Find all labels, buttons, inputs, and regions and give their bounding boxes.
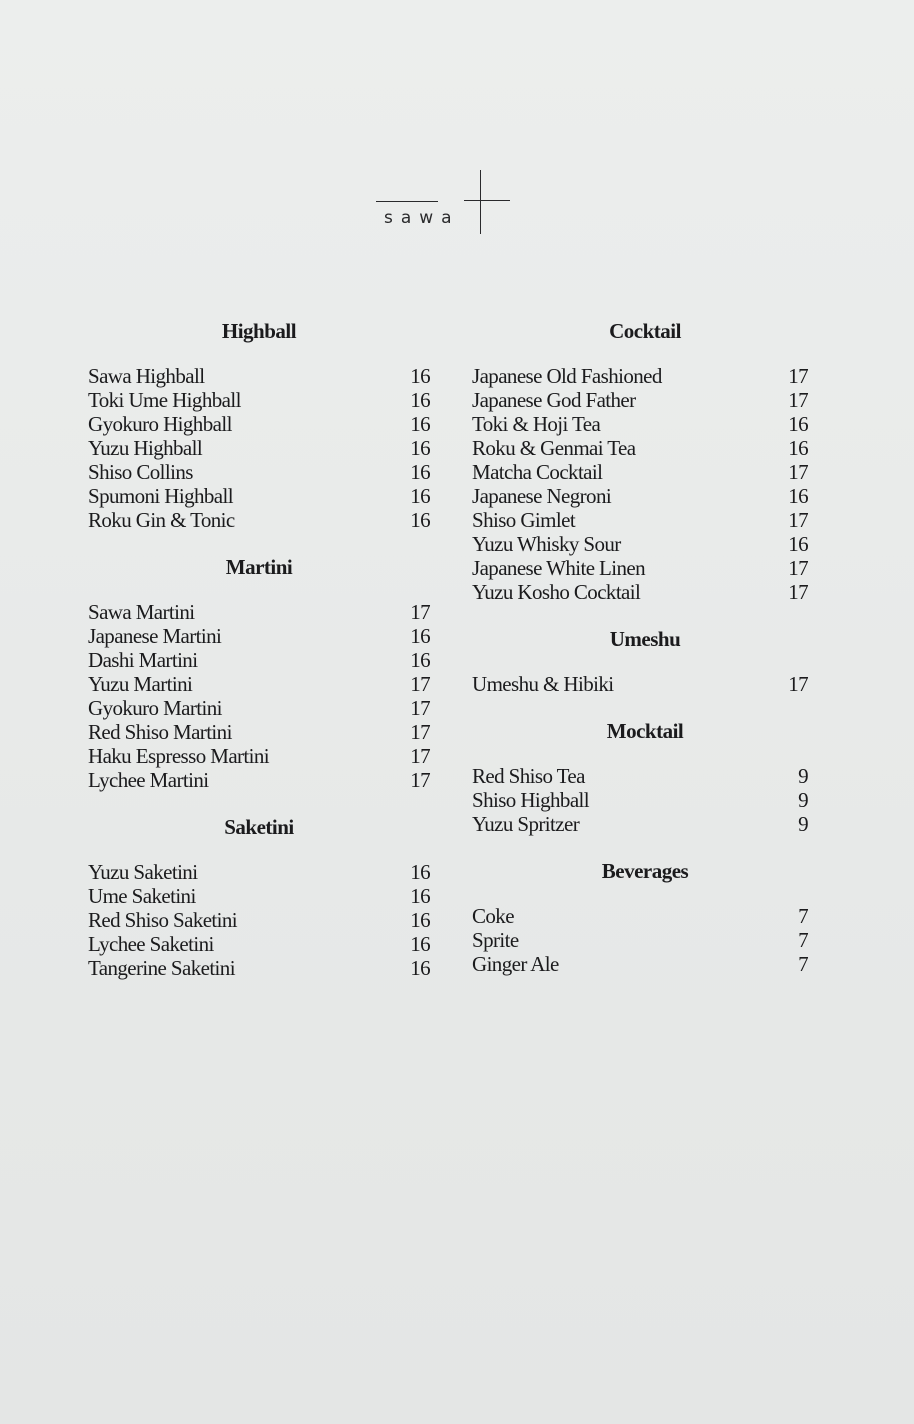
- menu-item: [88, 672, 430, 696]
- menu-item-name: Ginger Ale: [472, 952, 559, 976]
- menu-item: [472, 460, 808, 484]
- menu-item-price: 16: [410, 484, 430, 508]
- menu-section-beverages: [472, 856, 808, 976]
- section-title: Cocktail: [609, 319, 681, 343]
- menu-item-list: [472, 904, 808, 976]
- menu-item-list: [472, 672, 808, 696]
- menu-item-name: Roku Gin & Tonic: [88, 508, 235, 532]
- menu-item-name: Japanese Old Fashioned: [472, 364, 662, 388]
- menu-item-price: 16: [788, 412, 808, 436]
- menu-item: [472, 532, 808, 556]
- menu-item: [472, 436, 808, 460]
- menu-item-name: Red Shiso Saketini: [88, 908, 238, 932]
- menu-item-name: Red Shiso Martini: [88, 720, 232, 744]
- menu-item-name: Dashi Martini: [88, 648, 198, 672]
- menu-item-name: Sawa Martini: [88, 600, 195, 624]
- section-title: Mocktail: [606, 719, 684, 743]
- sawa-logo: [372, 168, 514, 238]
- menu-item: [472, 484, 808, 508]
- menu-item-price: 16: [410, 460, 430, 484]
- menu-item: [88, 508, 430, 532]
- right-menu-column: [472, 316, 808, 996]
- menu-item-name: Yuzu Highball: [88, 436, 203, 460]
- left-menu-column: [88, 316, 430, 1000]
- menu-item-price: 17: [788, 672, 808, 696]
- section-title: Highball: [221, 319, 297, 343]
- menu-item-price: 16: [410, 860, 430, 884]
- menu-item: [88, 744, 430, 768]
- menu-item: [88, 484, 430, 508]
- menu-item-price: 16: [410, 412, 430, 436]
- menu-item-name: Gyokuro Highball: [88, 412, 232, 436]
- menu-item-list: [88, 600, 430, 792]
- menu-item-name: Yuzu Spritzer: [472, 812, 580, 836]
- menu-item: [88, 436, 430, 460]
- menu-item-name: Umeshu & Hibiki: [472, 672, 614, 696]
- menu-item-name: Tangerine Saketini: [88, 956, 235, 980]
- menu-item-name: Gyokuro Martini: [88, 696, 222, 720]
- menu-item: [88, 624, 430, 648]
- menu-item-price: 16: [410, 932, 430, 956]
- menu-item-name: Lychee Martini: [88, 768, 209, 792]
- menu-item-price: 16: [410, 908, 430, 932]
- menu-item-price: 17: [788, 508, 808, 532]
- menu-item: [88, 768, 430, 792]
- menu-item-price: 7: [798, 928, 808, 952]
- menu-section-saketini: [88, 812, 430, 980]
- menu-item: [88, 412, 430, 436]
- menu-item-price: 16: [788, 532, 808, 556]
- menu-item: [88, 600, 430, 624]
- menu-item-name: Spumoni Highball: [88, 484, 233, 508]
- section-title: Umeshu: [609, 627, 681, 651]
- menu-item: [472, 764, 808, 788]
- menu-item-price: 16: [410, 884, 430, 908]
- logo-line-right: [464, 200, 510, 201]
- menu-item: [472, 788, 808, 812]
- menu-section-umeshu: [472, 624, 808, 696]
- menu-item-price: 17: [410, 672, 430, 696]
- menu-item-price: 17: [410, 768, 430, 792]
- menu-item-name: Toki & Hoji Tea: [472, 412, 601, 436]
- menu-item: [88, 460, 430, 484]
- menu-item-list: [88, 860, 430, 980]
- menu-item: [88, 388, 430, 412]
- menu-item-price: 17: [788, 556, 808, 580]
- menu-item-price: 9: [798, 812, 808, 836]
- menu-item: [88, 696, 430, 720]
- menu-item: [472, 580, 808, 604]
- section-title: Beverages: [601, 859, 689, 883]
- menu-item-name: Sprite: [472, 928, 519, 952]
- menu-item-price: 16: [410, 508, 430, 532]
- menu-item-list: [472, 364, 808, 604]
- menu-item-price: 17: [788, 364, 808, 388]
- menu-item: [88, 884, 430, 908]
- menu-item-name: Ume Saketini: [88, 884, 196, 908]
- menu-item-name: Roku & Genmai Tea: [472, 436, 636, 460]
- menu-item-name: Shiso Highball: [472, 788, 590, 812]
- menu-item-price: 17: [410, 600, 430, 624]
- menu-item-name: Yuzu Whisky Sour: [472, 532, 621, 556]
- menu-item-price: 16: [410, 436, 430, 460]
- menu-item: [472, 556, 808, 580]
- menu-item: [472, 508, 808, 532]
- menu-item-name: Matcha Cocktail: [472, 460, 603, 484]
- menu-item: [88, 364, 430, 388]
- menu-item-price: 16: [410, 364, 430, 388]
- menu-item-price: 16: [788, 484, 808, 508]
- menu-item-name: Shiso Collins: [88, 460, 193, 484]
- menu-item-price: 17: [410, 720, 430, 744]
- menu-item: [472, 952, 808, 976]
- logo-line-left: [376, 201, 438, 202]
- logo-wordmark: sawa: [384, 208, 460, 228]
- menu-item: [472, 412, 808, 436]
- menu-item-price: 17: [788, 388, 808, 412]
- menu-item-list: [88, 364, 430, 532]
- section-title: Saketini: [224, 815, 294, 839]
- menu-item: [472, 388, 808, 412]
- menu-item: [472, 672, 808, 696]
- menu-item-list: [472, 764, 808, 836]
- menu-item-price: 16: [410, 388, 430, 412]
- menu-item: [472, 904, 808, 928]
- menu-item-price: 17: [410, 696, 430, 720]
- menu-item-name: Red Shiso Tea: [472, 764, 585, 788]
- menu-item: [88, 956, 430, 980]
- menu-item-price: 16: [410, 648, 430, 672]
- menu-item: [88, 908, 430, 932]
- menu-item-name: Sawa Highball: [88, 364, 205, 388]
- menu-item-price: 9: [798, 764, 808, 788]
- menu-item-price: 17: [788, 460, 808, 484]
- menu-item-name: Japanese Martini: [88, 624, 222, 648]
- menu-item-name: Yuzu Saketini: [88, 860, 198, 884]
- menu-item-name: Japanese God Father: [472, 388, 636, 412]
- menu-item-name: Japanese Negroni: [472, 484, 612, 508]
- menu-item: [88, 648, 430, 672]
- menu-item: [88, 932, 430, 956]
- menu-item-price: 16: [788, 436, 808, 460]
- menu-item-price: 16: [410, 624, 430, 648]
- menu-item-name: Toki Ume Highball: [88, 388, 241, 412]
- menu-item-name: Coke: [472, 904, 514, 928]
- menu-section-highball: [88, 316, 430, 532]
- menu-section-martini: [88, 552, 430, 792]
- logo-line-vertical: [480, 170, 481, 234]
- menu-item-name: Yuzu Martini: [88, 672, 193, 696]
- menu-item: [472, 364, 808, 388]
- section-title: Martini: [225, 555, 293, 579]
- menu-section-cocktail: [472, 316, 808, 604]
- menu-item-name: Yuzu Kosho Cocktail: [472, 580, 641, 604]
- menu-item: [472, 928, 808, 952]
- menu-item-name: Lychee Saketini: [88, 932, 214, 956]
- menu-item-name: Japanese White Linen: [472, 556, 646, 580]
- menu-section-mocktail: [472, 716, 808, 836]
- menu-item: [88, 860, 430, 884]
- menu-item-price: 16: [410, 956, 430, 980]
- menu-item-price: 7: [798, 904, 808, 928]
- menu-item-name: Haku Espresso Martini: [88, 744, 270, 768]
- menu-item-price: 7: [798, 952, 808, 976]
- menu-item-name: Shiso Gimlet: [472, 508, 576, 532]
- menu-item-price: 9: [798, 788, 808, 812]
- menu-item-price: 17: [410, 744, 430, 768]
- menu-item-price: 17: [788, 580, 808, 604]
- menu-item: [472, 812, 808, 836]
- menu-item: [88, 720, 430, 744]
